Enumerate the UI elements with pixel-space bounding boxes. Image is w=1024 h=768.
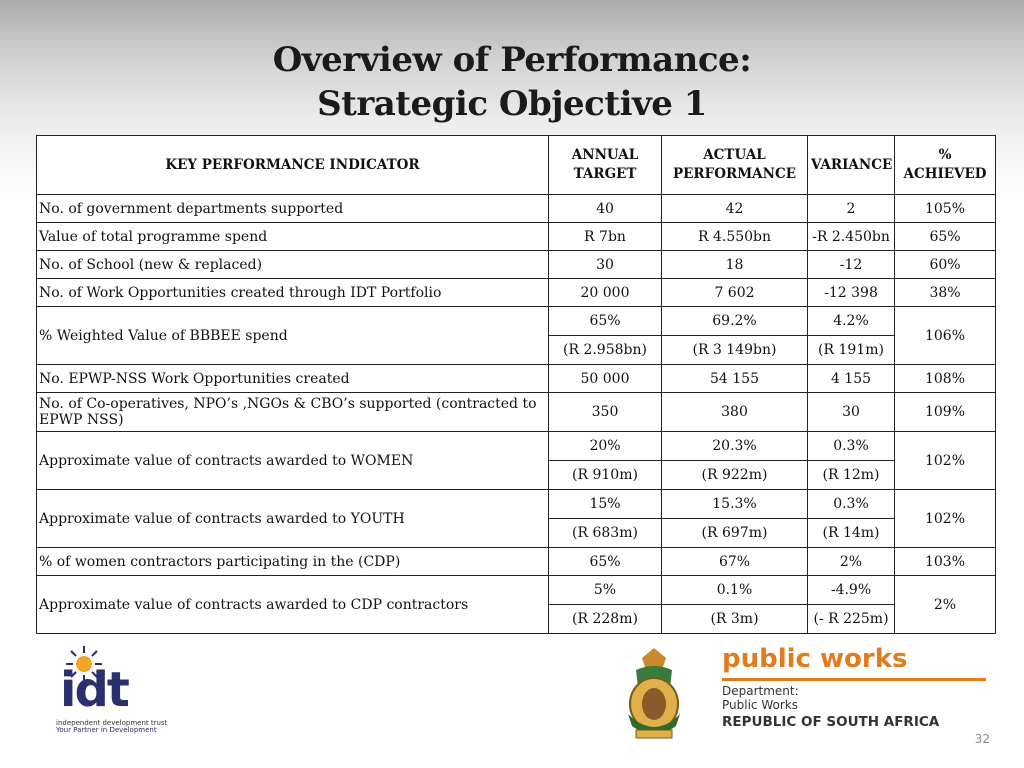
target-cell: R 7bn xyxy=(549,223,662,251)
variance-cell: 4.2% xyxy=(808,307,895,336)
achieved-cell: 102% xyxy=(895,490,996,548)
variance-cell: 30 xyxy=(808,393,895,432)
variance-cell: -12 xyxy=(808,251,895,279)
target-cell: 65% xyxy=(549,548,662,576)
table-row xyxy=(37,576,996,605)
kpi-cell: No. of Co-operatives, NPO’s ,NGOs & CBO’s supported (contracted to EPWP NSS) xyxy=(37,393,549,432)
footer-logos xyxy=(0,644,1024,768)
target-cell: 350 xyxy=(549,393,662,432)
target-cell: 5% xyxy=(549,576,662,605)
kpi-cell: No. EPWP-NSS Work Opportunities created xyxy=(37,365,549,393)
title-line-2: Strategic Objective 1 xyxy=(317,84,707,124)
public-works-title: public works xyxy=(722,644,908,674)
target-cell: 20% xyxy=(549,432,662,461)
idt-tagline: Your Partner in Development xyxy=(56,726,157,734)
header-percent-achieved: % ACHIEVED xyxy=(895,136,996,195)
kpi-cell: Approximate value of contracts awarded to CDP contractors xyxy=(37,576,549,634)
target-cell: 20 000 xyxy=(549,279,662,307)
achieved-cell: 38% xyxy=(895,279,996,307)
variance-value-cell: (R 14m) xyxy=(808,519,895,548)
achieved-cell: 105% xyxy=(895,195,996,223)
table-row xyxy=(37,548,996,576)
actual-value-cell: (R 3 149bn) xyxy=(662,336,808,365)
kpi-cell: Value of total programme spend xyxy=(37,223,549,251)
achieved-cell: 102% xyxy=(895,432,996,490)
table-row xyxy=(37,432,996,461)
actual-cell: 18 xyxy=(662,251,808,279)
kpi-cell: No. of School (new & replaced) xyxy=(37,251,549,279)
variance-value-cell: (- R 225m) xyxy=(808,605,895,634)
page-number: 32 xyxy=(974,732,990,746)
variance-cell: 4 155 xyxy=(808,365,895,393)
public-works-divider xyxy=(722,678,986,681)
variance-cell: -R 2.450bn xyxy=(808,223,895,251)
dept-line-1: Department: xyxy=(722,684,799,698)
kpi-table xyxy=(36,135,996,634)
kpi-cell: No. of Work Opportunities created through IDT Portfolio xyxy=(37,279,549,307)
target-cell: 65% xyxy=(549,307,662,336)
title-line-1: Overview of Performance: xyxy=(272,40,752,80)
actual-cell: 20.3% xyxy=(662,432,808,461)
header-annual-target: ANNUAL TARGET xyxy=(549,136,662,195)
target-cell: 50 000 xyxy=(549,365,662,393)
table-row xyxy=(37,251,996,279)
idt-logo xyxy=(24,644,224,744)
actual-cell: 7 602 xyxy=(662,279,808,307)
header-variance: VARIANCE xyxy=(808,136,895,195)
variance-value-cell: (R 12m) xyxy=(808,461,895,490)
table-row xyxy=(37,279,996,307)
kpi-cell: % Weighted Value of BBBEE spend xyxy=(37,307,549,365)
achieved-cell: 108% xyxy=(895,365,996,393)
achieved-cell: 103% xyxy=(895,548,996,576)
actual-value-cell: (R 922m) xyxy=(662,461,808,490)
coat-of-arms-icon xyxy=(606,644,702,744)
target-value-cell: (R 683m) xyxy=(549,519,662,548)
table-row xyxy=(37,195,996,223)
actual-cell: 15.3% xyxy=(662,490,808,519)
achieved-cell: 109% xyxy=(895,393,996,432)
variance-value-cell: (R 191m) xyxy=(808,336,895,365)
target-cell: 15% xyxy=(549,490,662,519)
achieved-cell: 60% xyxy=(895,251,996,279)
achieved-cell: 65% xyxy=(895,223,996,251)
table-row xyxy=(37,223,996,251)
table-header-row xyxy=(37,136,996,195)
actual-cell: 380 xyxy=(662,393,808,432)
target-cell: 40 xyxy=(549,195,662,223)
actual-value-cell: (R 3m) xyxy=(662,605,808,634)
actual-value-cell: (R 697m) xyxy=(662,519,808,548)
kpi-cell: Approximate value of contracts awarded to WOMEN xyxy=(37,432,549,490)
target-cell: 30 xyxy=(549,251,662,279)
table-row xyxy=(37,365,996,393)
header-kpi: KEY PERFORMANCE INDICATOR xyxy=(37,136,549,195)
slide-title xyxy=(0,38,1024,126)
variance-cell: 0.3% xyxy=(808,432,895,461)
actual-cell: 54 155 xyxy=(662,365,808,393)
kpi-cell: Approximate value of contracts awarded to YOUTH xyxy=(37,490,549,548)
kpi-cell: % of women contractors participating in the (CDP) xyxy=(37,548,549,576)
actual-cell: 0.1% xyxy=(662,576,808,605)
achieved-cell: 106% xyxy=(895,307,996,365)
table-row xyxy=(37,490,996,519)
variance-cell: 0.3% xyxy=(808,490,895,519)
target-value-cell: (R 228m) xyxy=(549,605,662,634)
actual-cell: 42 xyxy=(662,195,808,223)
header-actual-performance: ACTUAL PERFORMANCE xyxy=(662,136,808,195)
target-value-cell: (R 910m) xyxy=(549,461,662,490)
republic-label: REPUBLIC OF SOUTH AFRICA xyxy=(722,714,940,730)
achieved-cell: 2% xyxy=(895,576,996,634)
actual-cell: 67% xyxy=(662,548,808,576)
variance-cell: -12 398 xyxy=(808,279,895,307)
actual-cell: R 4.550bn xyxy=(662,223,808,251)
idt-wordmark: idt xyxy=(60,662,128,718)
target-value-cell: (R 2.958bn) xyxy=(549,336,662,365)
actual-cell: 69.2% xyxy=(662,307,808,336)
variance-cell: 2 xyxy=(808,195,895,223)
variance-cell: -4.9% xyxy=(808,576,895,605)
table-row xyxy=(37,393,996,432)
variance-cell: 2% xyxy=(808,548,895,576)
idt-subtitle: independent development trust xyxy=(56,719,168,727)
table-row xyxy=(37,307,996,336)
dept-line-2: Public Works xyxy=(722,698,798,712)
public-works-department xyxy=(722,684,799,712)
kpi-cell: No. of government departments supported xyxy=(37,195,549,223)
